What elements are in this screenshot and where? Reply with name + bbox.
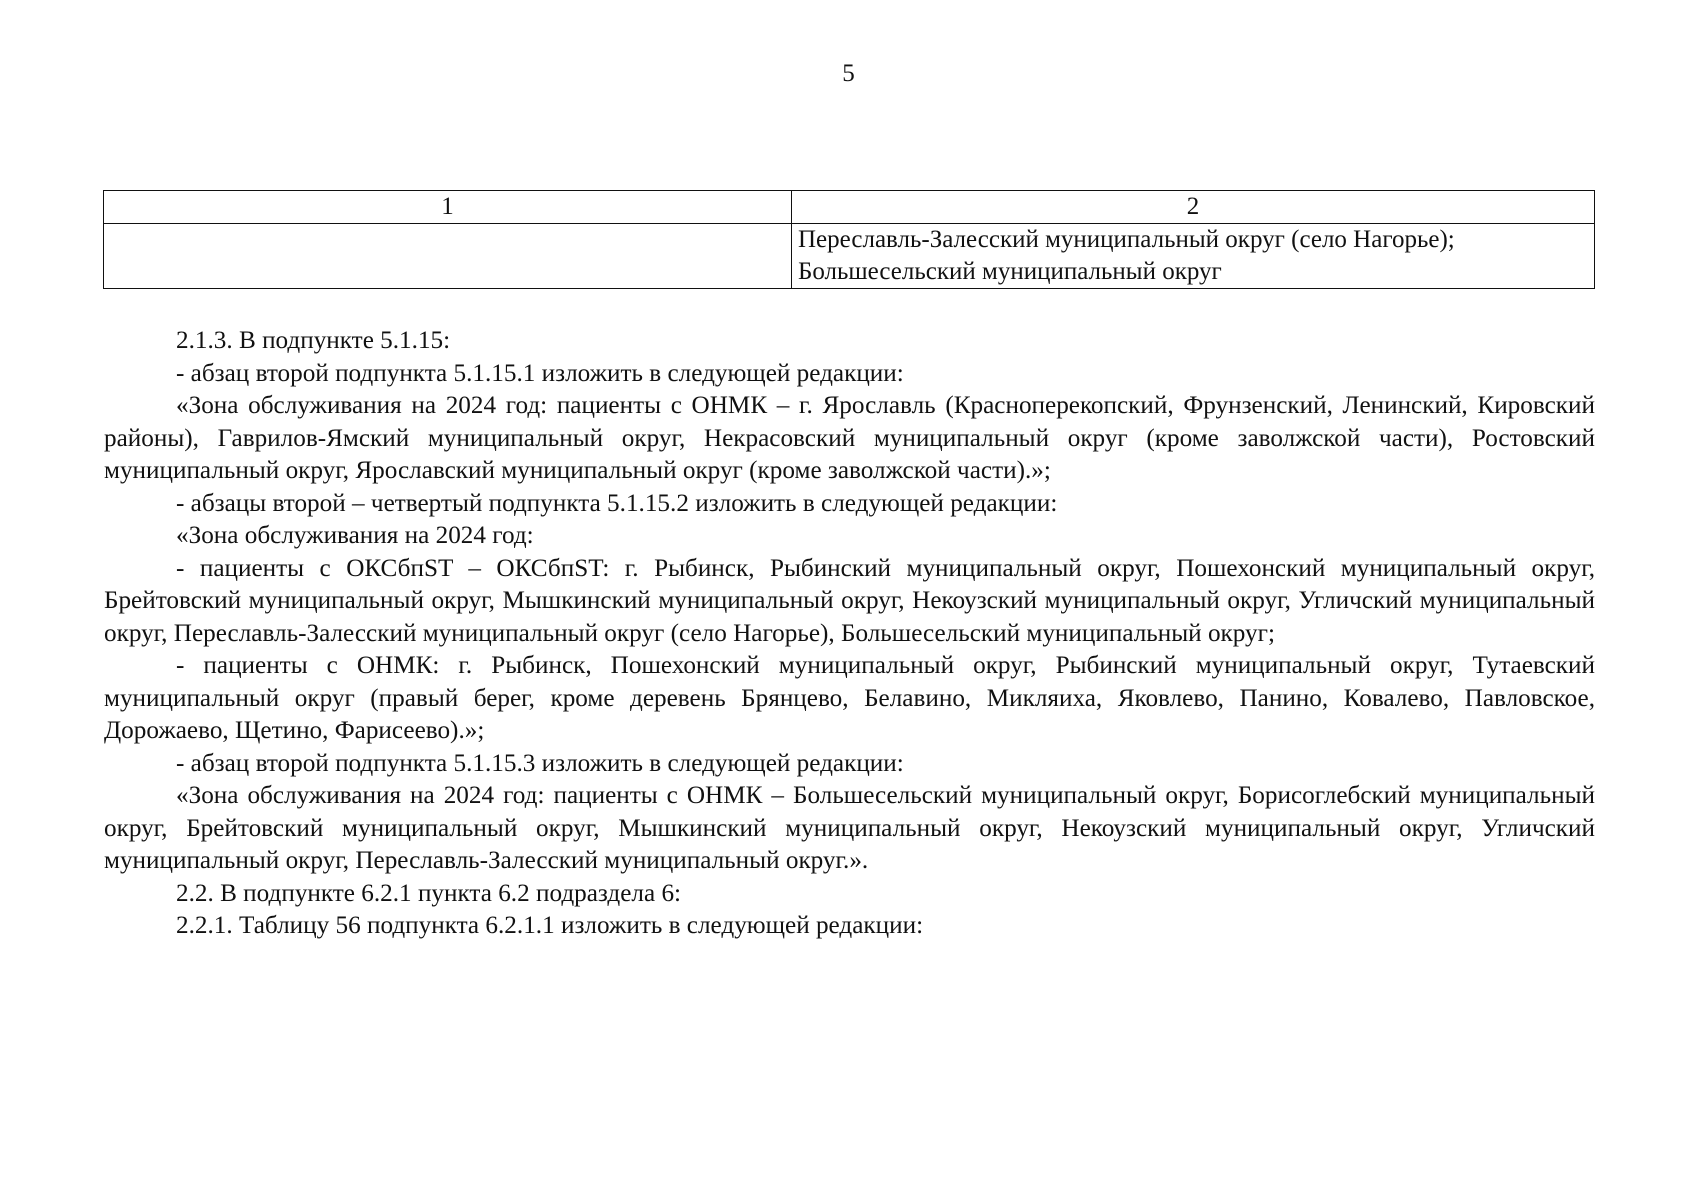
paragraph: - пациенты с ОКСбпST – ОКСбпST: г. Рыбинск, Рыбинский муниципальный округ, Пошехонский муниципальный округ, Брейтовский муниципальный округ, Мышкинский муниципальный округ, Некоузский муниципальный округ, Угличский муниципальный округ, Переславль-Залесский муниципальный округ (село Нагорье), Большесельский муниципальный округ; xyxy=(104,554,1595,647)
paragraph: 2.2.1. Таблицу 56 подпункта 6.2.1.1 изложить в следующей редакции: xyxy=(176,912,924,939)
paragraph: «Зона обслуживания на 2024 год: xyxy=(176,522,534,549)
table-row xyxy=(104,224,1595,289)
table-header-cell-2: 2 xyxy=(792,191,1595,224)
paragraph: - абзацы второй – четвертый подпункта 5.1.15.2 изложить в следующей редакции: xyxy=(176,489,1058,517)
paragraph: - абзац второй подпункта 5.1.15.1 изложить в следующей редакции: xyxy=(176,359,904,387)
table-header-cell-1: 1 xyxy=(104,191,792,224)
zone-table xyxy=(103,190,1595,289)
page-number: 5 xyxy=(842,60,855,87)
paragraph: - абзац второй подпункта 5.1.15.3 изложить в следующей редакции: xyxy=(176,749,904,777)
paragraph: «Зона обслуживания на 2024 год: пациенты с ОНМК – г. Ярославль (Красноперекопский, Фрунзенский, Ленинский, Кировский районы), Гаврилов-Ямский муниципальный округ, Некрасовский муниципальный округ (кроме заволжской части), Ростовский муниципальный округ, Ярославский муниципальный округ (кроме заволжской части).»; xyxy=(104,392,1595,484)
table-cell-line: Переславль-Залесский муниципальный округ (село Нагорье); xyxy=(798,226,1455,253)
paragraph: 2.1.3. В подпункте 5.1.15: xyxy=(176,327,451,354)
paragraph: «Зона обслуживания на 2024 год: пациенты с ОНМК – Большесельский муниципальный округ, Борисоглебский муниципальный округ, Брейтовский муниципальный округ, Мышкинский муниципальный округ, Некоузский муниципальный округ, Угличский муниципальный округ, Переславль-Залесский муниципальный округ.». xyxy=(104,782,1595,874)
table-cell-col1 xyxy=(104,224,792,289)
table-cell-line: Большесельский муниципальный округ xyxy=(798,258,1222,285)
paragraph: - пациенты с ОНМК: г. Рыбинск, Пошехонский муниципальный округ, Рыбинский муниципальный округ, Тутаевский муниципальный округ (правый берег, кроме деревень Брянцево, Белавино, Микляиха, Яковлево, Панино, Ковалево, Павловское, Дорожаево, Щетино, Фарисеево).»; xyxy=(104,652,1595,744)
table xyxy=(103,190,1595,289)
table-cell-col2 xyxy=(792,224,1595,289)
table-header-row xyxy=(104,191,1595,224)
document-body xyxy=(104,325,1595,943)
paragraph: 2.2. В подпункте 6.2.1 пункта 6.2 подраздела 6: xyxy=(176,879,682,907)
